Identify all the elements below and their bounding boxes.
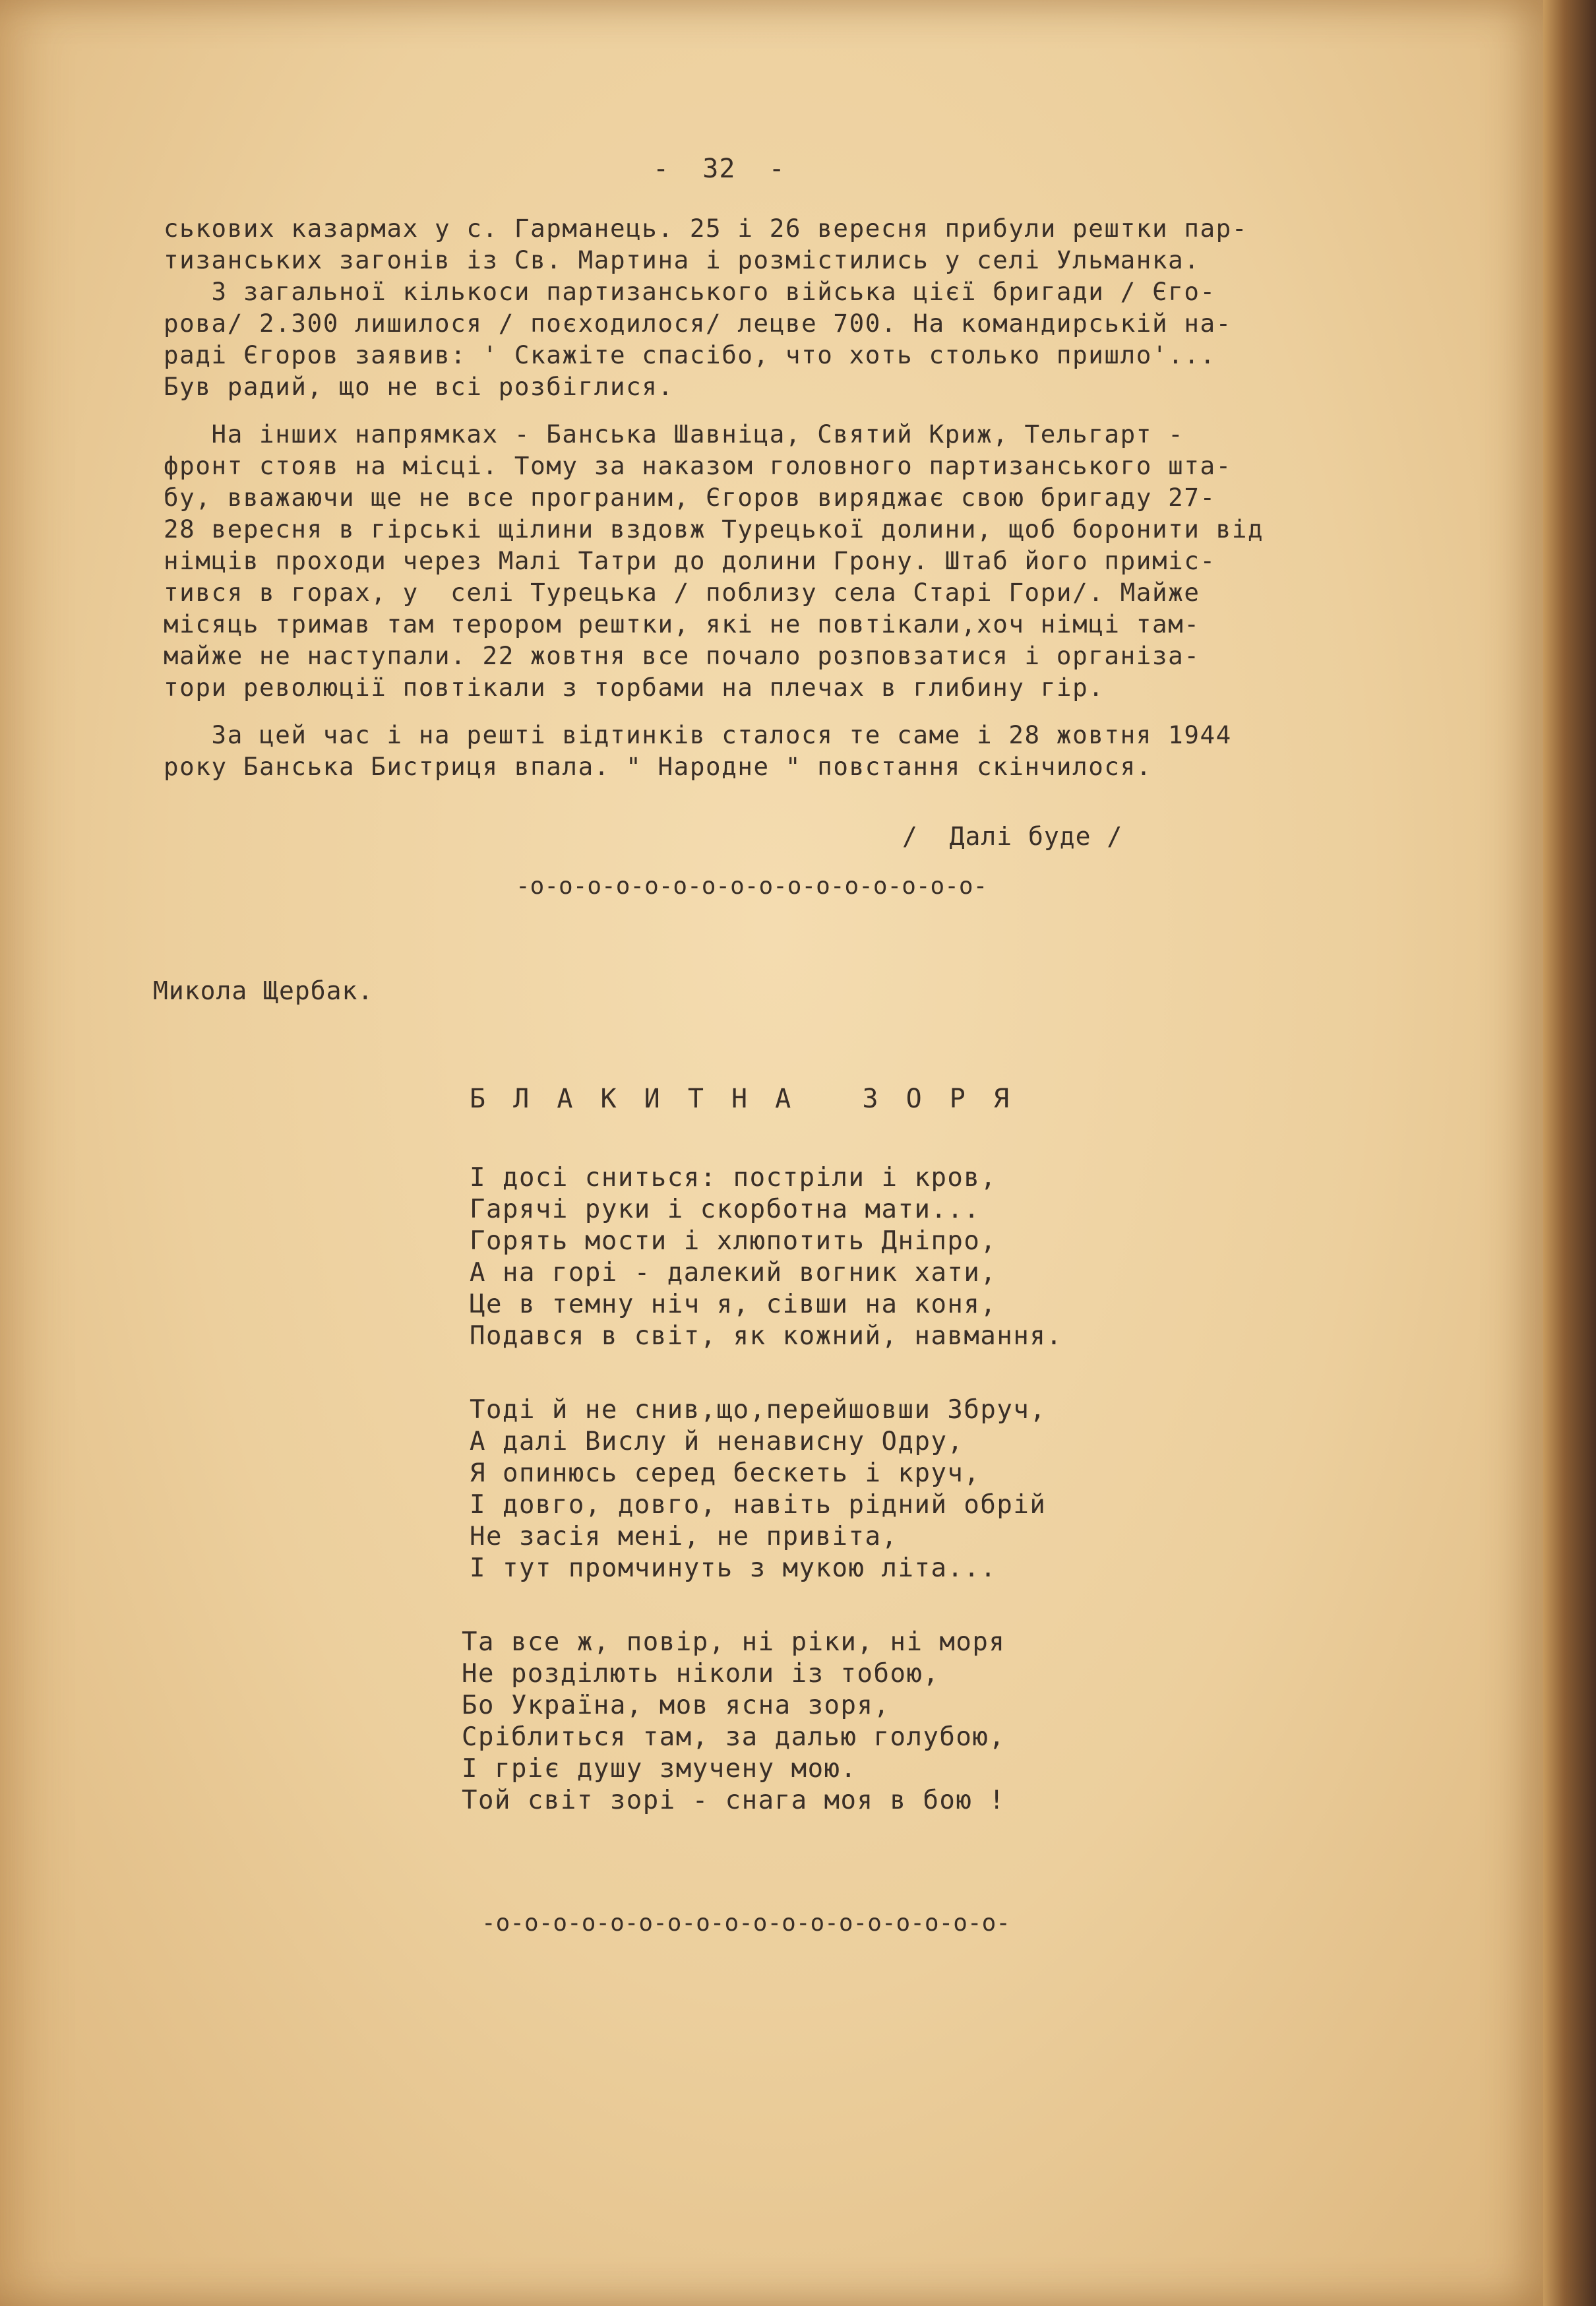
prose-line: майже не наступали. 22 жовтня все почало розповзатися і організа- [164,641,1200,670]
prose-line: бу, вважаючи ще не все програним, Єгоров виряджає свою бригаду 27- [164,483,1216,512]
prose-line: Був радий, що не всі розбіглися. [164,372,674,401]
separator-line: -o-o-o-o-o-o-o-o-o-o-o-o-o-o-o-o- [516,873,988,900]
poem-line: Це в темну ніч я, сівши на коня, [470,1290,997,1319]
prose-line: фронт стояв на місці. Тому за наказом головного партизанського шта- [164,451,1232,480]
poem-line: Сріблиться там, за далью голубою, [462,1722,1006,1752]
prose-line: З загальної кількоси партизанського війська цієї бригади / Єго- [164,277,1216,306]
poem-line: Тоді й не снив,що,перейшовши Збруч, [470,1395,1047,1425]
prose-line: місяць тримав там терором рештки, які не повтікали,хоч німці там- [164,609,1200,639]
poem-line: Той світ зорі - снага моя в бою ! [462,1786,1006,1815]
poem-line: Я опинюсь серед бескеть і круч, [470,1458,981,1488]
prose-line: За цей час і на решті відтинків сталося те саме і 28 жовтня 1944 [164,720,1232,749]
poem-line: І гріє душу змучену мою. [462,1754,857,1784]
prose-line: раді Єгоров заявив: ' Скажіте спасібо, что хоть столько пришло'... [164,340,1216,369]
poem-line: А далі Вислу й ненависну Одру, [470,1427,964,1456]
poem-title: Б Л А К И Т Н А З О Р Я [470,1084,1016,1114]
prose-line: тизанських загонів із Св. Мартина і розмістились у селі Ульманка. [164,245,1200,274]
prose-line: року Банська Бистриця впала. " Народне " повстання скінчилося. [164,752,1152,781]
prose-line: 28 вересня в гірські щілини вздовж Турецької долини, щоб боронити від [164,514,1264,544]
book-edge [1543,0,1596,2306]
poem-line: І досі сниться: постріли і кров, [470,1163,997,1193]
page-number: - 32 - [653,154,785,184]
poem-line: І довго, довго, навіть рідний обрій [470,1490,1047,1520]
separator-line-bottom: -o-o-o-o-o-o-o-o-o-o-o-o-o-o-o-o-o-o- [481,1910,1010,1937]
poem-line: Подався в світ, як кожний, навмання. [470,1321,1063,1351]
poem-line: Горять мости і хлюпотить Дніпро, [470,1226,997,1256]
poem-line: Бо Україна, мов ясна зоря, [462,1691,890,1720]
prose-line: ськових казармах у с. Гарманець. 25 і 26 вересня прибули рештки пар- [164,214,1248,243]
poem-line: Не засія мені, не привіта, [470,1522,898,1551]
prose-line: рова/ 2.300 лишилося / поєходилося/ лецве 700. На командирській на- [164,309,1232,338]
poem-line: Та все ж, повір, ні ріки, ні моря [462,1627,1006,1657]
poem-line: І тут промчинуть з мукою літа... [470,1553,997,1583]
poem-line: Не розділють ніколи із тобою, [462,1659,940,1689]
poem-line: Гарячі руки і скорботна мати... [470,1195,981,1224]
poem-line: А на горі - далекий вогник хати, [470,1258,997,1288]
prose-line: тився в горах, у селі Турецька / поблизу села Старі Гори/. Майже [164,578,1200,607]
prose-line: німців проходи через Малі Татри до долини Грону. Штаб його приміс- [164,546,1216,575]
prose-line: тори революції повтікали з торбами на плечах в глибину гір. [164,673,1105,702]
author-name: Микола Щербак. [153,976,374,1005]
prose-line: На інших напрямках - Банська Шавніца, Святий Криж, Тельгарт - [164,420,1184,449]
to-be-continued: / Далі буде / [902,822,1123,851]
